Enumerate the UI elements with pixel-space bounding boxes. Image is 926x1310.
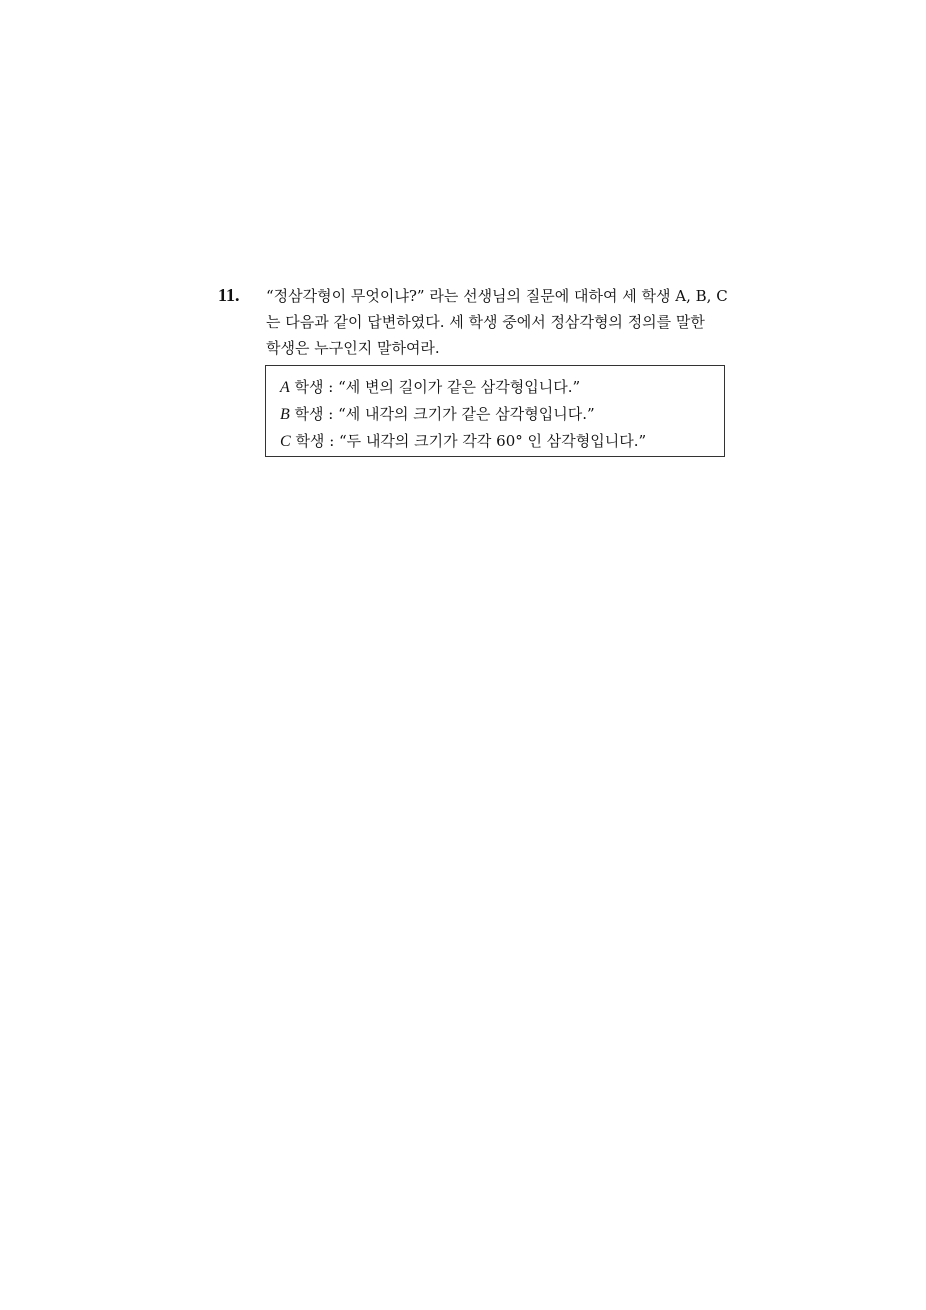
problem-line-2: 는 다음과 같이 답변하였다. 세 학생 중에서 정삼각형의 정의를 말한 <box>266 313 705 331</box>
student-c-label: 학생 : <box>290 432 340 450</box>
answer-student-b <box>280 401 724 428</box>
student-b-label: 학생 : <box>289 405 339 423</box>
student-b-name: B <box>280 406 290 423</box>
student-c-quote: “두 내각의 크기가 각각 60° 인 삼각형입니다.” <box>339 432 647 450</box>
student-c-name: C <box>280 433 291 450</box>
student-a-name: A <box>280 379 290 396</box>
student-a-label: 학생 : <box>289 378 339 396</box>
problem-line-1: “정삼각형이 무엇이냐?” 라는 선생님의 질문에 대하여 세 학생 A, B, C <box>266 287 728 305</box>
student-b-quote: “세 내각의 크기가 같은 삼각형입니다.” <box>338 405 595 423</box>
problem-line-3: 학생은 누구인지 말하여라. <box>266 339 440 357</box>
student-answers-box <box>265 365 725 457</box>
answer-student-a <box>280 374 724 401</box>
student-a-quote: “세 변의 길이가 같은 삼각형입니다.” <box>338 378 581 396</box>
problem-number: 11. <box>218 285 240 305</box>
problem-statement <box>266 283 746 361</box>
answer-student-c <box>280 428 724 455</box>
